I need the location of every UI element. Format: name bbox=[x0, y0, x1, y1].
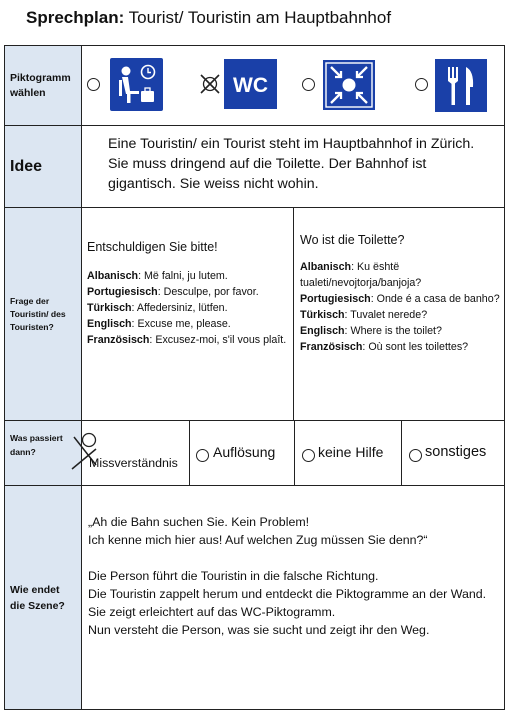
scene-quote-1: „Ah die Bahn suchen Sie. Kein Problem! bbox=[88, 515, 310, 529]
label-frage-1: Frage der bbox=[10, 295, 50, 306]
outcome-label-keine-hilfe: keine Hilfe bbox=[318, 444, 384, 460]
outcome-sonstiges bbox=[401, 421, 504, 485]
translation-line: Türkisch: Affedersiniz, lütfen. bbox=[87, 302, 228, 314]
outcome-aufloesung bbox=[189, 421, 294, 485]
question-col-1 bbox=[87, 240, 289, 420]
row-frage bbox=[5, 208, 504, 421]
scene-paragraph-1: Die Person führt die Touristin in die falsche Richtung. bbox=[88, 569, 379, 583]
idee-content bbox=[82, 126, 504, 207]
label-passiert-2: dann? bbox=[10, 447, 36, 457]
question-1-translations bbox=[87, 268, 289, 348]
outcome-label-missverstaendnis: Missverständnis bbox=[89, 456, 178, 470]
wc-icon[interactable] bbox=[224, 59, 277, 109]
title-rest: Tourist/ Touristin am Hauptbahnhof bbox=[124, 8, 392, 27]
row-idee bbox=[5, 126, 504, 208]
translation-line: Englisch: Where is the toilet? bbox=[300, 325, 442, 337]
translation-line: Türkisch: Tuvalet nerede? bbox=[300, 309, 428, 321]
waiting-room-icon[interactable] bbox=[110, 58, 163, 111]
label-idee-text: Idee bbox=[10, 157, 43, 175]
row-passiert bbox=[5, 421, 504, 486]
label-passiert-1: Was passiert bbox=[10, 433, 63, 443]
frage-content bbox=[82, 208, 504, 420]
label-szene-2: die Szene? bbox=[10, 599, 65, 612]
title-bold: Sprechplan: bbox=[26, 8, 125, 27]
question-2-heading: Wo ist die Toilette? bbox=[300, 233, 405, 247]
outcome-label-aufloesung: Auflösung bbox=[213, 444, 276, 460]
passiert-options bbox=[82, 421, 504, 485]
label-szene bbox=[5, 486, 82, 709]
scene-paragraph-2: Die Touristin zappelt herum und entdeckt die Piktogramme an der Wand. bbox=[88, 587, 487, 601]
translation-line: Portugiesisch: Onde é a casa de banho? bbox=[300, 293, 500, 305]
scene-paragraph-3: Sie zeigt erleichtert auf das WC-Piktogramm. bbox=[88, 605, 336, 619]
translation-line: Albanisch: Më falni, ju lutem. bbox=[87, 270, 228, 282]
label-idee bbox=[5, 126, 82, 207]
meeting-point-icon[interactable] bbox=[323, 60, 375, 110]
outcome-label-sonstiges: sonstiges bbox=[425, 444, 487, 460]
translation-line: Französisch: Excusez-moi, s'il vous plaît. bbox=[87, 334, 287, 346]
row-szene bbox=[5, 486, 504, 709]
piktogramm-options bbox=[82, 46, 504, 125]
picto-radio-meeting[interactable] bbox=[302, 78, 315, 91]
outcome-keine-hilfe bbox=[294, 421, 401, 485]
szene-content bbox=[82, 486, 504, 709]
speaking-plan-table bbox=[4, 45, 505, 710]
restaurant-icon[interactable] bbox=[435, 59, 487, 112]
page-title bbox=[26, 8, 391, 28]
translation-line: Englisch: Excuse me, please. bbox=[87, 318, 231, 330]
label-frage-2: Touristin/ des bbox=[10, 308, 66, 319]
translation-line: Französisch: Où sont les toilettes? bbox=[300, 341, 469, 353]
outcome-radio-sonstiges[interactable] bbox=[409, 449, 422, 462]
picto-cross-mark-wc[interactable] bbox=[197, 71, 223, 97]
question-col-2 bbox=[300, 233, 500, 420]
label-piktogramm-2: wählen bbox=[10, 86, 46, 99]
question-1-heading: Entschuldigen Sie bitte! bbox=[87, 240, 218, 254]
wc-icon-text: WC bbox=[233, 74, 268, 97]
translation-line: Portugiesisch: Desculpe, por favor. bbox=[87, 286, 259, 298]
label-frage bbox=[5, 208, 82, 420]
translation-line: Albanisch: Ku është tualeti/nevojtorja/banjoja? bbox=[300, 261, 422, 289]
scene-paragraph-4: Nun versteht die Person, was sie sucht und zeigt ihr den Weg. bbox=[88, 623, 430, 637]
idee-text: Eine Touristin/ ein Tourist steht im Hauptbahnhof in Zürich. Sie muss dringend auf die Toilette. Der Bahnhof ist gigantisch. Sie weiss nicht wohin. bbox=[108, 136, 475, 192]
label-piktogramm bbox=[5, 46, 82, 125]
row-piktogramm bbox=[5, 46, 504, 126]
picto-radio-restaurant[interactable] bbox=[415, 78, 428, 91]
label-frage-3: Touristen? bbox=[10, 321, 54, 332]
scene-quote-2: Ich kenne mich hier aus! Auf welchen Zug müssen Sie denn?“ bbox=[88, 533, 428, 547]
outcome-radio-keine-hilfe[interactable] bbox=[302, 449, 315, 462]
scene-text bbox=[88, 513, 499, 639]
label-szene-1: Wie endet bbox=[10, 583, 60, 596]
question-2-translations bbox=[300, 259, 500, 355]
picto-radio-waiting[interactable] bbox=[87, 78, 100, 91]
label-piktogramm-1: Piktogramm bbox=[10, 71, 71, 84]
outcome-radio-aufloesung[interactable] bbox=[196, 449, 209, 462]
question-divider bbox=[293, 208, 294, 420]
